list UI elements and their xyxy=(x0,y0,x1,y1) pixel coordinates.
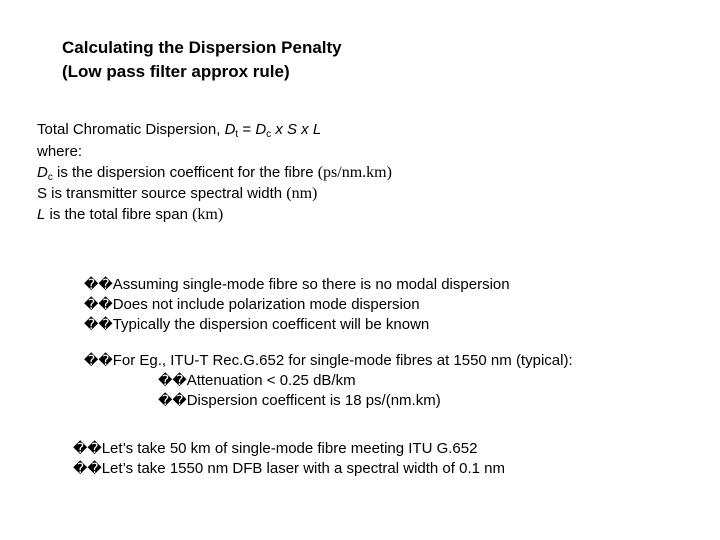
example-line xyxy=(84,350,573,371)
definition-s xyxy=(37,184,317,204)
bullet-text: Does not include polarization mode dispersion xyxy=(112,296,420,313)
definition-l xyxy=(37,205,223,225)
formula-dt: D xyxy=(224,121,236,138)
bullet-icon: �� xyxy=(73,460,102,476)
dc-symbol: D xyxy=(37,164,48,181)
dc-unit: (ps/nm.km) xyxy=(317,164,392,181)
sub-bullet-attenuation xyxy=(158,370,356,391)
bullet-text: Typically the dispersion coefficent will be known xyxy=(112,316,430,333)
bullet-coefficent xyxy=(84,314,429,335)
bullet-laser xyxy=(73,458,505,479)
l-symbol: L xyxy=(37,206,46,223)
example-text: For Eg., ITU-T Rec.G.652 for single-mode fibres at 1550 nm (typical): xyxy=(112,352,573,369)
bullet-text: Assuming single-mode fibre so there is no modal dispersion xyxy=(112,276,510,293)
formula-dc-sub: c xyxy=(266,129,272,140)
l-text: is the total fibre span xyxy=(45,206,193,223)
dc-symbol-sub: c xyxy=(47,172,53,183)
formula-dt-sub: t xyxy=(235,129,239,140)
s-unit: (nm) xyxy=(286,185,318,202)
bullet-icon: �� xyxy=(84,276,113,292)
sub-bullet-text: Dispersion coefficent is 18 ps/(nm.km) xyxy=(186,392,441,409)
bullet-text: Let’s take 1550 nm DFB laser with a spectral width of 0.1 nm xyxy=(101,460,505,477)
bullet-polarization xyxy=(84,294,420,315)
where-label: where: xyxy=(37,143,83,160)
bullet-text: Let’s take 50 km of single-mode fibre meeting ITU G.652 xyxy=(101,440,478,457)
bullet-icon: �� xyxy=(158,372,187,388)
bullet-icon: �� xyxy=(73,440,102,456)
bullet-icon: �� xyxy=(84,316,113,332)
formula-dc: D xyxy=(255,121,267,138)
bullet-fibre-length xyxy=(73,438,477,459)
formula-eq: = xyxy=(238,121,256,138)
title-line-2: (Low pass filter approx rule) xyxy=(62,62,290,81)
bullet-icon: �� xyxy=(158,392,187,408)
formula-line xyxy=(37,120,321,140)
bullet-icon: �� xyxy=(84,296,113,312)
s-text: S is transmitter source spectral width xyxy=(37,185,287,202)
definition-dc xyxy=(37,163,392,183)
sub-bullet-text: Attenuation < 0.25 dB/km xyxy=(186,372,356,389)
title-line-1: Calculating the Dispersion Penalty xyxy=(62,38,342,57)
sub-bullet-dispersion xyxy=(158,390,441,411)
slide-title xyxy=(62,36,342,84)
bullet-icon: �� xyxy=(84,352,113,368)
formula-prefix: Total Chromatic Dispersion, xyxy=(37,121,225,138)
l-unit: (km) xyxy=(192,206,224,223)
formula-rest: x S x L xyxy=(271,121,322,138)
bullet-assuming xyxy=(84,274,510,295)
dc-text: is the dispersion coefficent for the fibre xyxy=(52,164,318,181)
